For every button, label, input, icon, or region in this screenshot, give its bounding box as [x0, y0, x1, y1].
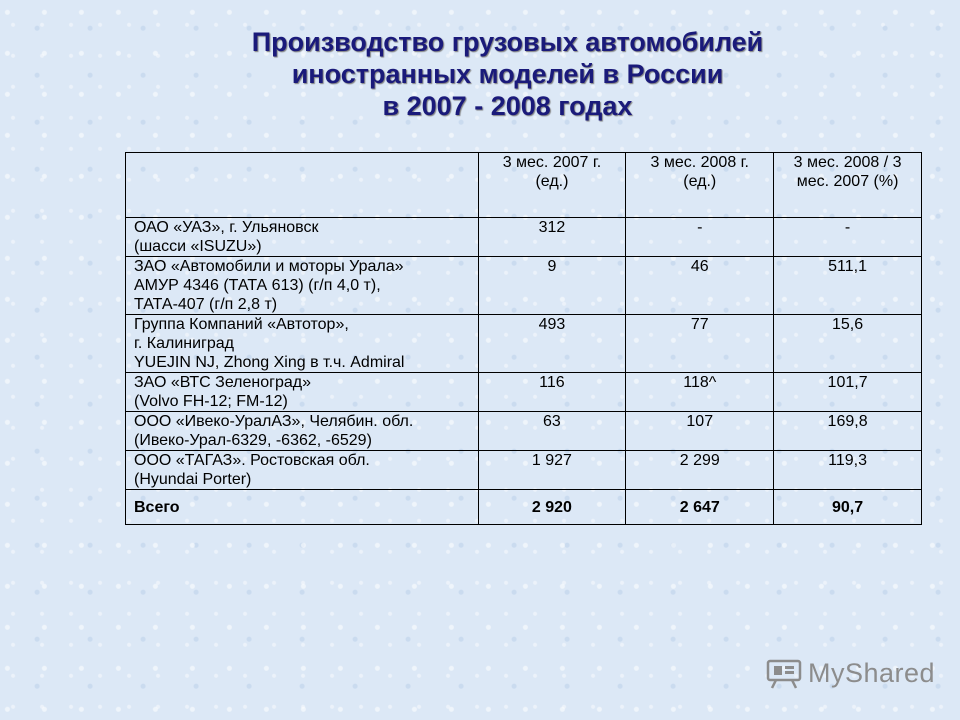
- title-line-3: в 2007 - 2008 годах: [382, 91, 633, 121]
- cell-2008: -: [626, 218, 774, 257]
- watermark-text: MyShared: [808, 658, 936, 688]
- table-row: [126, 218, 922, 257]
- row-name: [126, 257, 479, 315]
- cell-2007: 116: [478, 373, 626, 412]
- cell-percent: -: [774, 218, 922, 257]
- table-row: [126, 373, 922, 412]
- row-name-line: АМУР 4346 (ТАТА 613) (г/п 4,0 т),: [134, 277, 381, 294]
- cell-2008: 77: [626, 315, 774, 373]
- header-2007-text: 3 мес. 2007 г. (ед.): [502, 154, 602, 190]
- cell-2007: 9: [478, 257, 626, 315]
- row-name-line: (Volvo FH-12; FM-12): [134, 393, 288, 410]
- header-percent: [774, 153, 922, 218]
- total-2008: 2 647: [626, 490, 774, 525]
- table-total-row: [126, 490, 922, 525]
- myshared-watermark: [766, 657, 936, 691]
- row-name: [126, 412, 479, 451]
- cell-percent: 119,3: [774, 451, 922, 490]
- row-name-line: (Ивеко-Урал-6329, -6362, -6529): [134, 432, 372, 449]
- row-name-line: ЗАО «ВТС Зеленоград»: [134, 374, 312, 391]
- title-line-1: Производство грузовых автомобилей: [251, 27, 764, 57]
- row-name-line: YUEJIN NJ, Zhong Xing в т.ч. Admiral: [134, 354, 405, 371]
- cell-2008: 2 299: [626, 451, 774, 490]
- cell-2007: 312: [478, 218, 626, 257]
- title-line-2: иностранных моделей в России: [291, 59, 724, 89]
- row-name-line: ТАТА-407 (г/п 2,8 т): [134, 296, 278, 313]
- row-name: [126, 451, 479, 490]
- row-name-line: ОАО «УАЗ», г. Ульяновск: [134, 219, 319, 236]
- row-name: [126, 218, 479, 257]
- row-name: [126, 315, 479, 373]
- cell-percent: 15,6: [774, 315, 922, 373]
- row-name-line: ООО «Ивеко-УралАЗ», Челябин. обл.: [134, 413, 414, 430]
- row-name-line: (Hyundai Porter): [134, 471, 252, 488]
- cell-percent: 511,1: [774, 257, 922, 315]
- cell-2008: 118^: [626, 373, 774, 412]
- table-row: [126, 412, 922, 451]
- cell-2007: 493: [478, 315, 626, 373]
- row-name-line: г. Калиниград: [134, 335, 235, 352]
- cell-2008: 46: [626, 257, 774, 315]
- header-percent-text: 3 мес. 2008 / 3 мес. 2007 (%): [793, 154, 902, 190]
- total-label: Всего: [126, 490, 479, 525]
- row-name-line: ЗАО «Автомобили и моторы Урала»: [134, 258, 404, 275]
- header-empty-cell: [126, 153, 479, 218]
- header-2007: [478, 153, 626, 218]
- slide-title: [0, 26, 960, 122]
- row-name-line: (шасси «ISUZU»): [134, 238, 262, 255]
- total-2007: 2 920: [478, 490, 626, 525]
- production-table: [125, 152, 922, 525]
- table-row: [126, 451, 922, 490]
- table-row: [126, 257, 922, 315]
- row-name-line: ООО «ТАГАЗ». Ростовская обл.: [134, 452, 370, 469]
- cell-percent: 169,8: [774, 412, 922, 451]
- cell-2007: 63: [478, 412, 626, 451]
- row-name: [126, 373, 479, 412]
- table-row: [126, 315, 922, 373]
- cell-2008: 107: [626, 412, 774, 451]
- presentation-board-icon: [766, 659, 802, 696]
- total-percent: 90,7: [774, 490, 922, 525]
- table-header-row: [126, 153, 922, 218]
- cell-percent: 101,7: [774, 373, 922, 412]
- row-name-line: Группа Компаний «Автотор»,: [134, 316, 349, 333]
- header-2008: [626, 153, 774, 218]
- header-2008-text: 3 мес. 2008 г. (ед.): [650, 154, 749, 190]
- cell-2007: 1 927: [478, 451, 626, 490]
